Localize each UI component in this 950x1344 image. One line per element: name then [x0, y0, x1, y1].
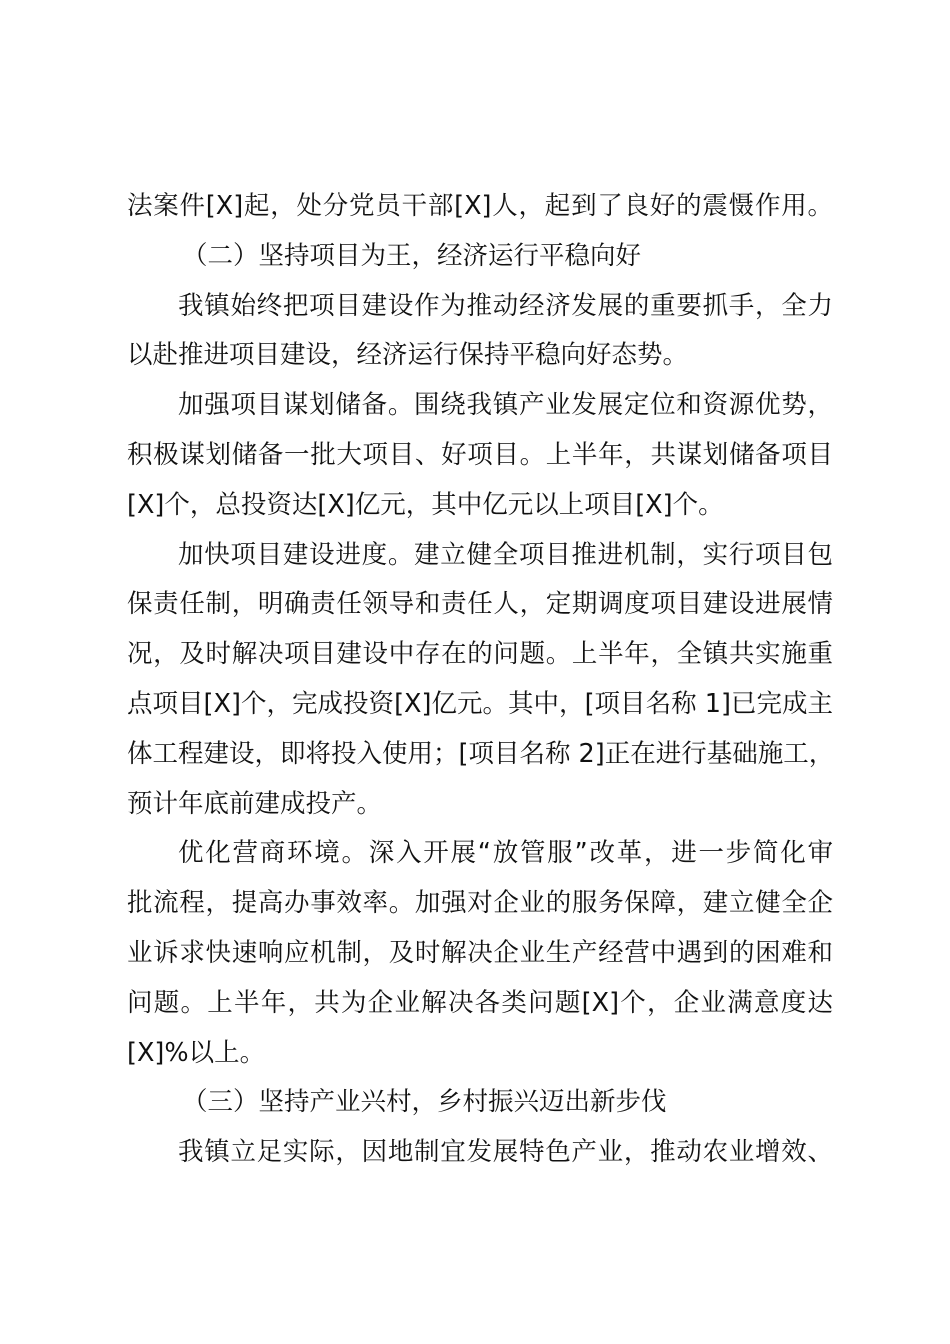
- section-heading: （二）坚持项目为王，经济运行平稳向好: [182, 240, 642, 271]
- paragraph-line: 法案件[X]起，处分党员干部[X]人，起到了良好的震慑作用。: [127, 191, 833, 221]
- paragraph-line: [X]%以上。: [127, 1037, 266, 1068]
- paragraph-line: 况，及时解决项目建设中存在的问题。上半年，全镇共实施重: [127, 639, 833, 670]
- paragraph-line: 体工程建设，即将投入使用；[项目名称 2]正在进行基础施工，: [127, 738, 835, 769]
- paragraph-line: 以赴推进项目建设，经济运行保持平稳向好态势。: [127, 340, 689, 371]
- section-heading: （三）坚持产业兴村，乡村振兴迈出新步伐: [182, 1087, 667, 1118]
- paragraph-line: 优化营商环境。深入开展“放管服”改革，进一步简化审: [178, 838, 833, 869]
- paragraph-line: 业诉求快速响应机制，及时解决企业生产经营中遇到的困难和: [127, 937, 833, 968]
- paragraph-line: 加快项目建设进度。建立健全项目推进机制，实行项目包: [178, 539, 833, 570]
- paragraph-line: 预计年底前建成投产。: [127, 788, 383, 819]
- body-text: [127, 182, 833, 1178]
- paragraph-line: 点项目[X]个，完成投资[X]亿元。其中，[项目名称 1]已完成主: [127, 688, 833, 719]
- paragraph-line: [X]个，总投资达[X]亿元，其中亿元以上项目[X]个。: [127, 489, 724, 520]
- paragraph-line: 保责任制，明确责任领导和责任人，定期调度项目建设进展情: [127, 589, 833, 620]
- paragraph-line: 批流程，提高办事效率。加强对企业的服务保障，建立健全企: [127, 888, 833, 919]
- paragraph-line: 问题。上半年，共为企业解决各类问题[X]个，企业满意度达: [127, 987, 833, 1018]
- paragraph-line: 积极谋划储备一批大项目、好项目。上半年，共谋划储备项目: [127, 439, 833, 470]
- paragraph-line: 我镇始终把项目建设作为推动经济发展的重要抓手，全力: [178, 290, 833, 321]
- paragraph-line: 加强项目谋划储备。围绕我镇产业发展定位和资源优势，: [178, 390, 833, 421]
- paragraph-line: 我镇立足实际，因地制宜发展特色产业，推动农业增效、: [178, 1137, 833, 1168]
